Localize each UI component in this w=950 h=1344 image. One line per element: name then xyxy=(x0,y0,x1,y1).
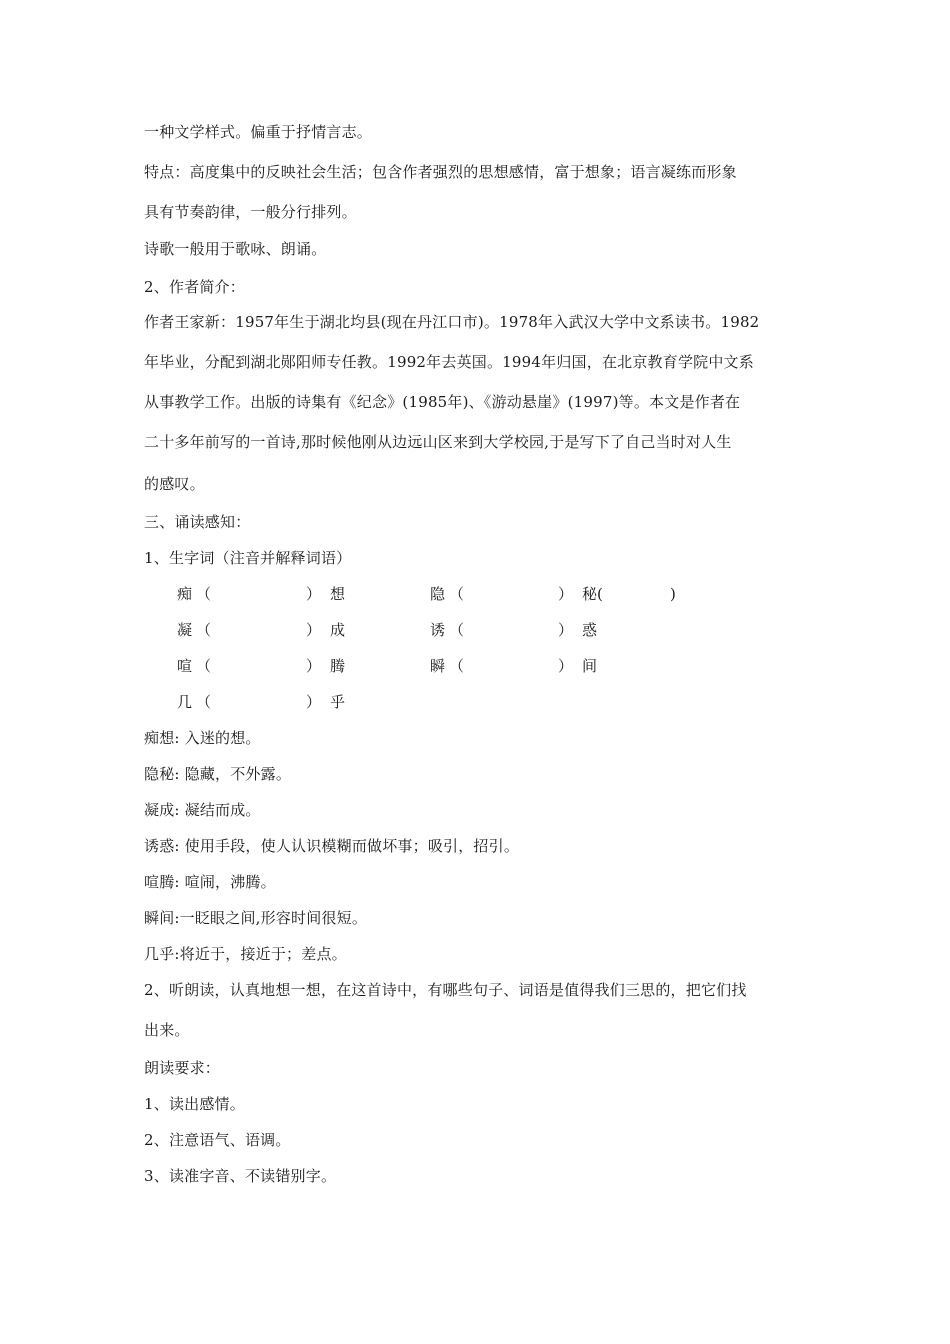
vocab-char: 成 xyxy=(330,621,346,639)
blank-open: （ xyxy=(449,585,465,603)
vocab-row xyxy=(0,656,950,676)
author-line: 的感叹。 xyxy=(144,475,205,493)
reading-requirement: 3、读准字音、不读错别字。 xyxy=(144,1167,337,1185)
blank-close: ) xyxy=(670,585,676,603)
author-line: 从事教学工作。出版的诗集有《纪念》(1985年)、《游动悬崖》(1997)等。本文是作者在 xyxy=(144,393,741,411)
author-line: 年毕业，分配到湖北郧阳师专任教。1992年去英国。1994年归国，在北京教育学院中文系 xyxy=(144,353,754,371)
blank-open: （ xyxy=(196,585,212,603)
definition-line: 瞬间:一眨眼之间,形容时间很短。 xyxy=(144,909,368,927)
definition-line: 隐秘: 隐藏，不外露。 xyxy=(144,765,292,783)
definition-line: 凝成: 凝结而成。 xyxy=(144,801,261,819)
blank-open: （ xyxy=(196,693,212,711)
blank-open: （ xyxy=(196,621,212,639)
vocab-char: 诱 xyxy=(430,621,446,639)
vocab-char: 痴 xyxy=(177,585,193,603)
usage-line: 诗歌一般用于歌咏、朗诵。 xyxy=(144,240,327,258)
vocab-char: 秘( xyxy=(582,585,603,603)
blank-open: （ xyxy=(449,621,465,639)
definition-line: 诱惑: 使用手段，使人认识模糊而做坏事；吸引，招引。 xyxy=(144,837,520,855)
vocab-char: 腾 xyxy=(330,657,346,675)
author-heading: 2、作者简介： xyxy=(144,278,245,296)
features-line-1: 特点：高度集中的反映社会生活；包含作者强烈的思想感情，富于想象；语言凝练而形象 xyxy=(144,163,737,181)
blank-close: ） xyxy=(306,621,322,639)
vocab-char: 隐 xyxy=(430,585,446,603)
reading-requirement: 2、注意语气、语调。 xyxy=(144,1131,291,1149)
blank-close: ） xyxy=(306,585,322,603)
vocab-heading: 1、生字词（注音并解释词语） xyxy=(144,549,352,567)
blank-close: ） xyxy=(306,693,322,711)
vocab-char: 惑 xyxy=(582,621,598,639)
intro-line: 一种文学样式。偏重于抒情言志。 xyxy=(144,123,373,141)
blank-close: ） xyxy=(558,585,574,603)
author-line: 作者王家新：1957年生于湖北均县(现在丹江口市)。1978年入武汉大学中文系读书。1982 xyxy=(144,313,760,331)
vocab-char: 想 xyxy=(330,585,346,603)
reading-requirement: 1、读出感情。 xyxy=(144,1095,245,1113)
section3-heading: 三、诵读感知： xyxy=(144,513,251,531)
definition-line: 痴想: 入迷的想。 xyxy=(144,729,261,747)
definition-line: 喧腾: 喧闹，沸腾。 xyxy=(144,873,276,891)
vocab-char: 瞬 xyxy=(430,657,446,675)
blank-open: （ xyxy=(449,657,465,675)
vocab-row xyxy=(0,584,950,604)
blank-close: ） xyxy=(558,657,574,675)
vocab-char: 乎 xyxy=(330,693,346,711)
author-line: 二十多年前写的一首诗,那时候他刚从边远山区来到大学校园,于是写下了自己当时对人生 xyxy=(144,433,732,451)
vocab-row xyxy=(0,620,950,640)
blank-close: ） xyxy=(306,657,322,675)
blank-close: ） xyxy=(558,621,574,639)
task2-line-2: 出来。 xyxy=(144,1021,190,1039)
blank-open: （ xyxy=(196,657,212,675)
vocab-char: 凝 xyxy=(177,621,193,639)
vocab-char: 几 xyxy=(177,693,193,711)
task2-line-1: 2、听朗读，认真地想一想，在这首诗中，有哪些句子、词语是值得我们三思的，把它们找 xyxy=(144,981,747,999)
vocab-char: 间 xyxy=(582,657,598,675)
vocab-row xyxy=(0,692,950,712)
reading-heading: 朗读要求： xyxy=(144,1059,221,1077)
definition-line: 几乎:将近于，接近于；差点。 xyxy=(144,945,347,963)
vocab-char: 喧 xyxy=(177,657,193,675)
features-line-2: 具有节奏韵律，一般分行排列。 xyxy=(144,203,357,221)
